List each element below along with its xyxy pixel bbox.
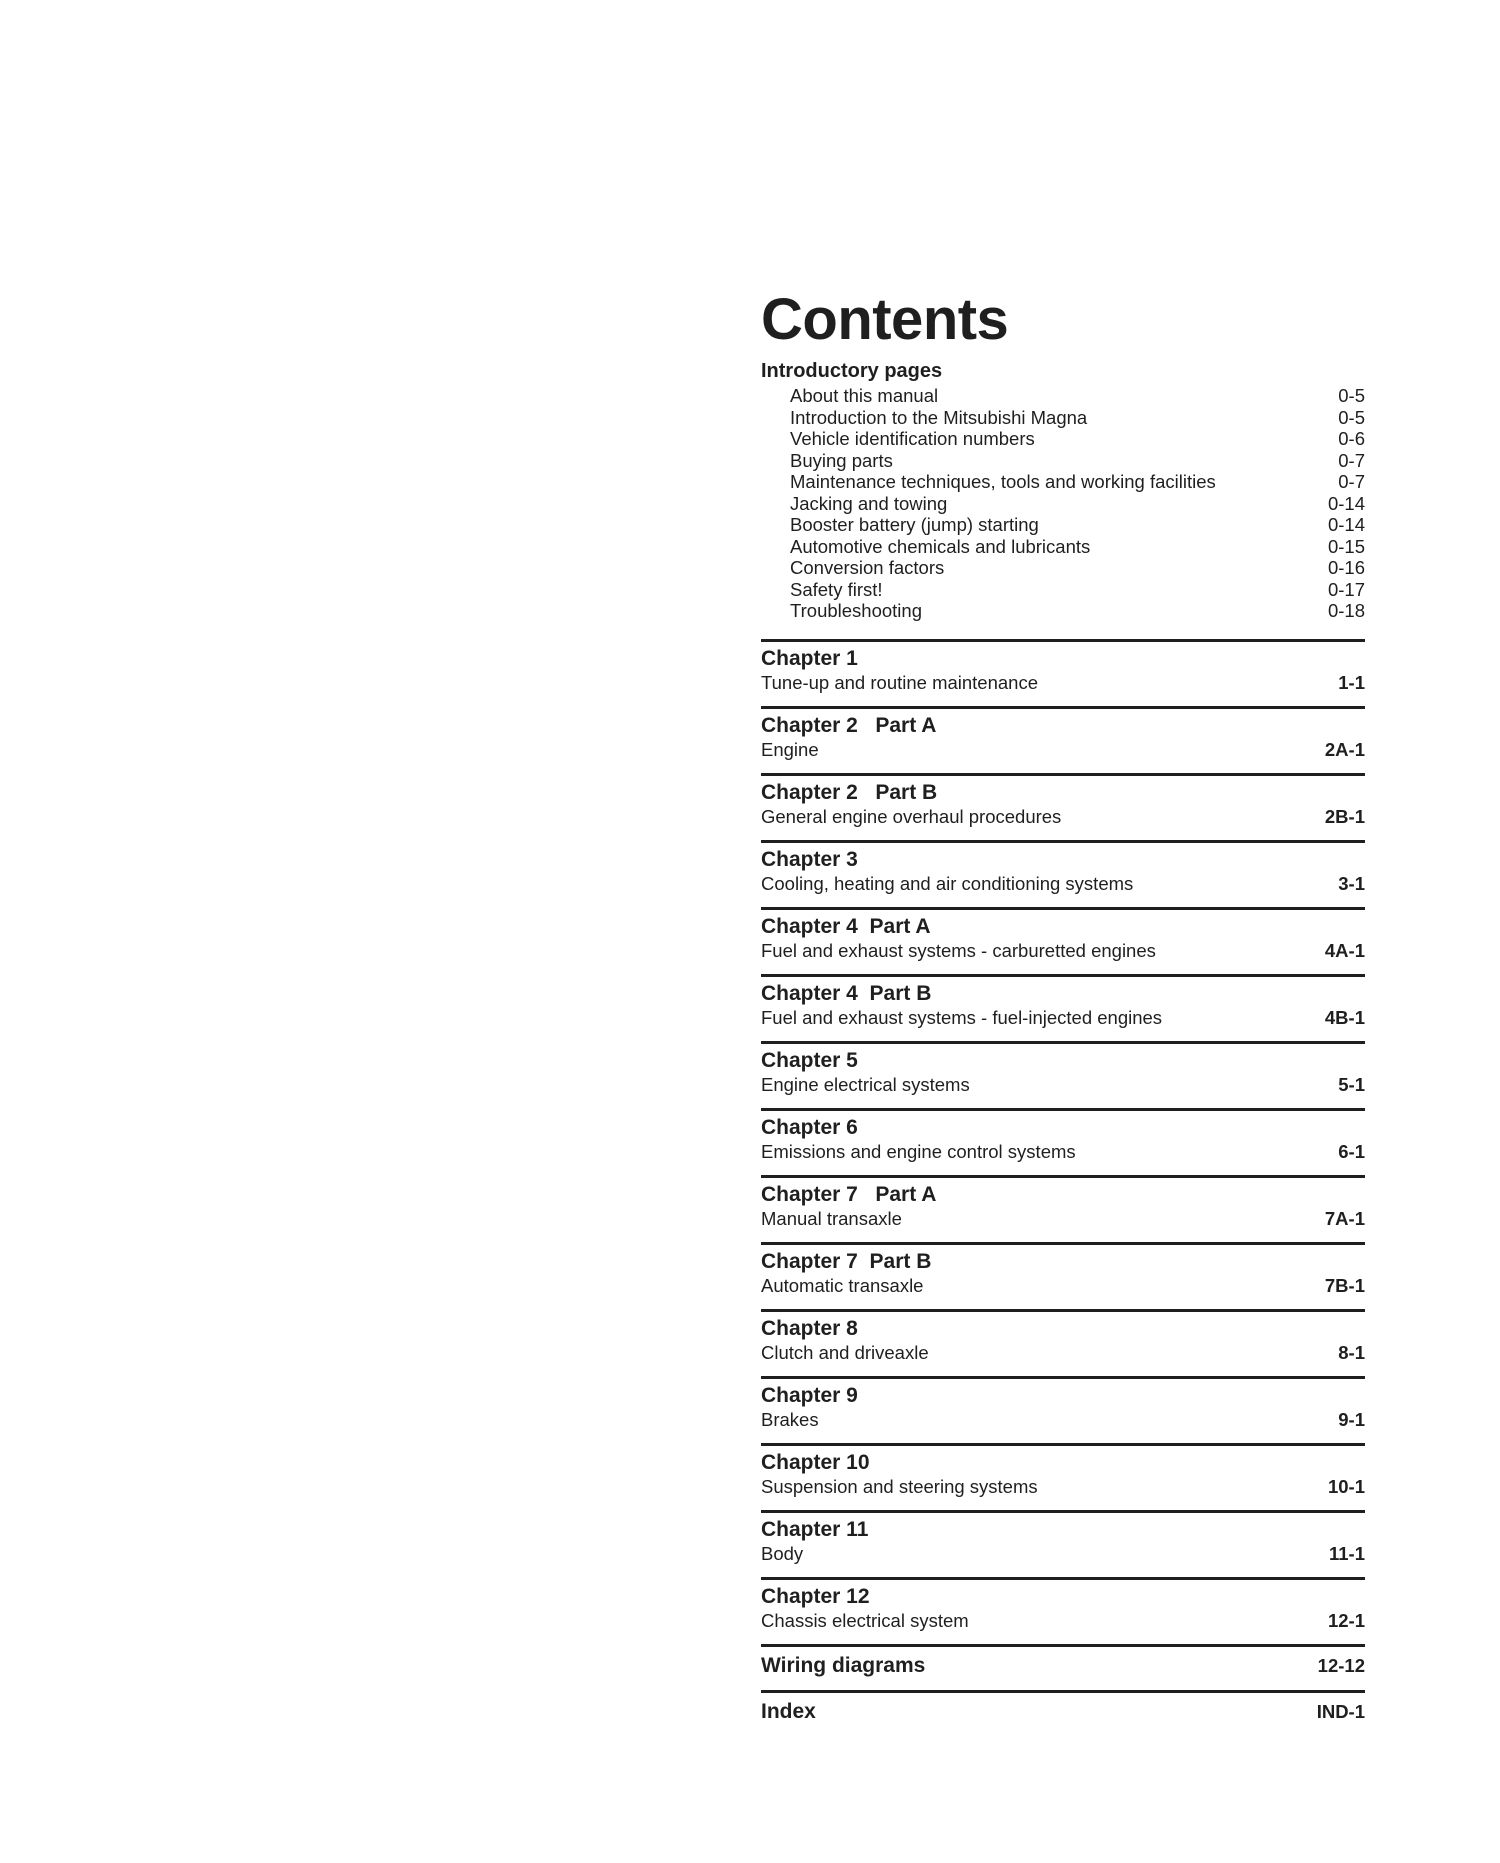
chapter-title: Chapter 2 Part A bbox=[761, 713, 937, 737]
intro-item-page: 0-14 bbox=[1327, 492, 1365, 514]
chapter-title: Chapter 6 bbox=[761, 1115, 858, 1139]
chapter-title: Chapter 7 Part A bbox=[761, 1182, 937, 1206]
chapter-subtitle: Brakes bbox=[761, 1408, 819, 1430]
chapter-page: 4A-1 bbox=[1324, 939, 1365, 961]
chapter-entry[interactable] bbox=[761, 639, 1365, 706]
intro-item[interactable] bbox=[761, 407, 1365, 429]
chapter-entry[interactable] bbox=[761, 907, 1365, 974]
chapter-page: 4B-1 bbox=[1324, 1006, 1365, 1028]
chapter-entry[interactable] bbox=[761, 1443, 1365, 1510]
intro-item-label: Booster battery (jump) starting bbox=[790, 514, 1039, 535]
intro-item[interactable] bbox=[761, 514, 1365, 536]
chapter-page: 10-1 bbox=[1327, 1475, 1365, 1497]
chapter-title: Chapter 5 bbox=[761, 1048, 858, 1072]
chapter-list bbox=[761, 639, 1365, 1644]
intro-item-label: About this manual bbox=[790, 385, 939, 406]
chapter-page: 7B-1 bbox=[1324, 1274, 1365, 1296]
chapter-title: Chapter 8 bbox=[761, 1316, 858, 1340]
chapter-subtitle: Engine electrical systems bbox=[761, 1073, 970, 1095]
table-of-contents bbox=[761, 282, 1365, 1736]
chapter-entry[interactable] bbox=[761, 1309, 1365, 1376]
index-entry[interactable] bbox=[761, 1690, 1365, 1736]
chapter-subtitle: Automatic transaxle bbox=[761, 1274, 924, 1296]
intro-item[interactable] bbox=[761, 385, 1365, 407]
chapter-entry[interactable] bbox=[761, 1242, 1365, 1309]
intro-item-page: 0-7 bbox=[1338, 471, 1365, 492]
intro-item-page: 0-15 bbox=[1327, 535, 1365, 557]
intro-item-page: 0-6 bbox=[1338, 428, 1365, 449]
chapter-subtitle: Cooling, heating and air conditioning systems bbox=[761, 872, 1134, 894]
chapter-page: 7A-1 bbox=[1324, 1207, 1365, 1229]
chapter-entry[interactable] bbox=[761, 1175, 1365, 1242]
chapter-subtitle: Chassis electrical system bbox=[761, 1609, 969, 1631]
chapter-subtitle: Manual transaxle bbox=[761, 1207, 902, 1229]
intro-item-page: 0-7 bbox=[1338, 449, 1365, 471]
chapter-page: 1-1 bbox=[1338, 671, 1365, 693]
chapter-entry[interactable] bbox=[761, 1041, 1365, 1108]
intro-item-page: 0-5 bbox=[1338, 385, 1365, 406]
chapter-entry[interactable] bbox=[761, 974, 1365, 1041]
chapter-title: Chapter 4 Part B bbox=[761, 981, 932, 1005]
chapter-subtitle: Clutch and driveaxle bbox=[761, 1341, 929, 1363]
chapter-subtitle: Suspension and steering systems bbox=[761, 1475, 1038, 1497]
chapter-entry[interactable] bbox=[761, 773, 1365, 840]
intro-item[interactable] bbox=[761, 493, 1365, 515]
chapter-title: Chapter 11 bbox=[761, 1517, 869, 1541]
intro-item-page: 0-16 bbox=[1327, 557, 1365, 578]
intro-item[interactable] bbox=[761, 536, 1365, 558]
chapter-title: Chapter 2 Part B bbox=[761, 780, 938, 804]
chapter-title: Chapter 9 bbox=[761, 1383, 858, 1407]
chapter-title: Chapter 3 bbox=[761, 847, 858, 871]
intro-heading: Introductory pages bbox=[761, 360, 943, 382]
chapter-page: 9-1 bbox=[1338, 1408, 1365, 1430]
chapter-subtitle: Fuel and exhaust systems - carburetted engines bbox=[761, 939, 1156, 961]
chapter-page: 11-1 bbox=[1328, 1542, 1365, 1564]
chapter-page: 12-1 bbox=[1327, 1609, 1365, 1631]
chapter-subtitle: Fuel and exhaust systems - fuel-injected engines bbox=[761, 1006, 1163, 1028]
intro-item-label: Buying parts bbox=[790, 449, 893, 471]
intro-item-label: Introduction to the Mitsubishi Magna bbox=[790, 406, 1088, 428]
wiring-diagrams-page: 12-12 bbox=[1317, 1654, 1365, 1676]
intro-item-page: 0-5 bbox=[1338, 406, 1365, 428]
intro-item-page: 0-18 bbox=[1327, 600, 1365, 621]
chapter-page: 3-1 bbox=[1338, 872, 1365, 894]
chapter-page: 8-1 bbox=[1338, 1341, 1365, 1363]
intro-item-label: Vehicle identification numbers bbox=[790, 428, 1035, 449]
intro-item-label: Troubleshooting bbox=[790, 600, 922, 621]
chapter-entry[interactable] bbox=[761, 1376, 1365, 1443]
intro-item-page: 0-14 bbox=[1327, 514, 1365, 535]
index-label: Index bbox=[761, 1699, 816, 1723]
chapter-title: Chapter 1 bbox=[761, 646, 858, 670]
intro-item[interactable] bbox=[761, 471, 1365, 493]
chapter-subtitle: General engine overhaul procedures bbox=[761, 805, 1062, 827]
intro-item-label: Automotive chemicals and lubricants bbox=[790, 535, 1091, 557]
intro-item-page: 0-17 bbox=[1327, 578, 1365, 600]
chapter-subtitle: Emissions and engine control systems bbox=[761, 1140, 1076, 1162]
intro-item[interactable] bbox=[761, 600, 1365, 622]
intro-list bbox=[761, 385, 1365, 622]
intro-item[interactable] bbox=[761, 428, 1365, 450]
intro-item-label: Maintenance techniques, tools and working facilities bbox=[790, 471, 1216, 492]
chapter-page: 5-1 bbox=[1338, 1073, 1365, 1095]
chapter-page: 2B-1 bbox=[1324, 805, 1365, 827]
intro-item-label: Safety first! bbox=[790, 578, 883, 600]
chapter-entry[interactable] bbox=[761, 1577, 1365, 1644]
chapter-subtitle: Body bbox=[761, 1542, 804, 1564]
chapter-entry[interactable] bbox=[761, 1510, 1365, 1577]
intro-section bbox=[761, 358, 1365, 622]
chapter-entry[interactable] bbox=[761, 1108, 1365, 1175]
chapter-page: 2A-1 bbox=[1324, 738, 1365, 760]
intro-item[interactable] bbox=[761, 557, 1365, 579]
chapter-subtitle: Tune-up and routine maintenance bbox=[761, 671, 1039, 693]
wiring-diagrams-label: Wiring diagrams bbox=[761, 1653, 926, 1677]
index-page: IND-1 bbox=[1316, 1700, 1365, 1722]
chapter-title: Chapter 10 bbox=[761, 1450, 870, 1474]
chapter-subtitle: Engine bbox=[761, 738, 819, 760]
intro-item[interactable] bbox=[761, 450, 1365, 472]
chapter-entry[interactable] bbox=[761, 706, 1365, 773]
wiring-diagrams-entry[interactable] bbox=[761, 1644, 1365, 1690]
intro-item[interactable] bbox=[761, 579, 1365, 601]
chapter-title: Chapter 4 Part A bbox=[761, 914, 931, 938]
chapter-entry[interactable] bbox=[761, 840, 1365, 907]
chapter-page: 6-1 bbox=[1338, 1140, 1365, 1162]
chapter-title: Chapter 7 Part B bbox=[761, 1249, 932, 1273]
intro-item-label: Jacking and towing bbox=[790, 492, 948, 514]
page-title: Contents bbox=[761, 287, 1009, 352]
chapter-title: Chapter 12 bbox=[761, 1584, 870, 1608]
intro-item-label: Conversion factors bbox=[790, 557, 945, 578]
